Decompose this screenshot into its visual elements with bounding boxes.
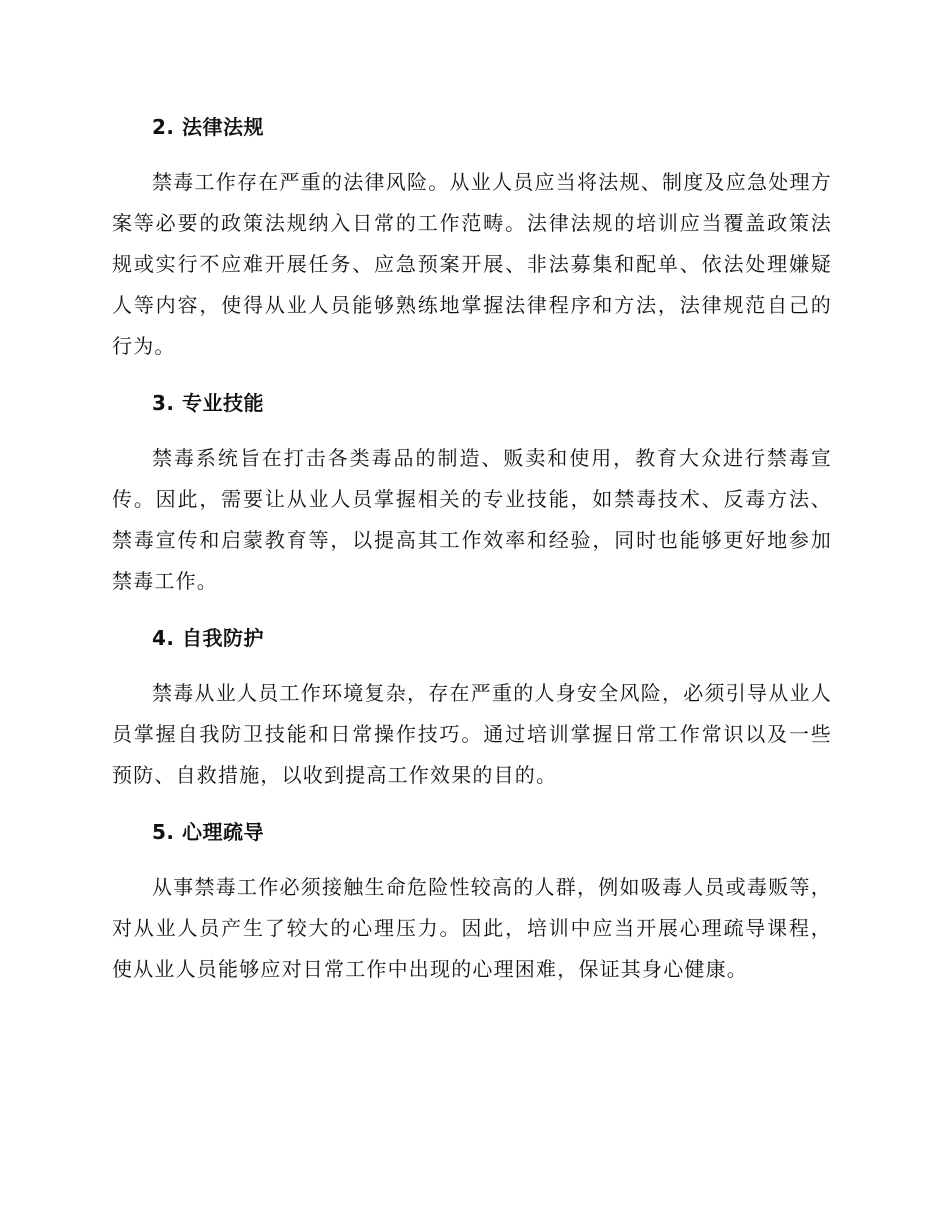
section-self-protection (112, 623, 832, 796)
section-heading: 2. 法律法规 (152, 115, 264, 139)
section-heading: 3. 专业技能 (152, 391, 264, 415)
section-psychological-counseling (112, 817, 832, 990)
section-paragraph: 禁毒工作存在严重的法律风险。从业人员应当将法规、制度及应急处理方案等必要的政策法规纳入日常的工作范畴。法律法规的培训应当覆盖政策法规或实行不应难开展任务、应急预案开展、非法募集和配单、依法处理嫌疑人等内容，使得从业人员能够熟练地掌握法律程序和方法，法律规范自己的行为。 (112, 170, 832, 358)
section-paragraph: 禁毒从业人员工作环境复杂，存在严重的人身安全风险，必须引导从业人员掌握自我防卫技能和日常操作技巧。通过培训掌握日常工作常识以及一些预防、自救措施，以收到提高工作效果的目的。 (112, 681, 832, 787)
section-paragraph: 从事禁毒工作必须接触生命危险性较高的人群，例如吸毒人员或毒贩等，对从业人员产生了较大的心理压力。因此，培训中应当开展心理疏导课程，使从业人员能够应对日常工作中出现的心理困难，保证其身心健康。 (112, 875, 832, 981)
document-page (112, 112, 832, 1011)
section-legal-regulations (112, 112, 832, 367)
section-professional-skills (112, 388, 832, 602)
section-heading: 4. 自我防护 (152, 626, 264, 650)
section-heading: 5. 心理疏导 (152, 820, 264, 844)
section-paragraph: 禁毒系统旨在打击各类毒品的制造、贩卖和使用，教育大众进行禁毒宣传。因此，需要让从业人员掌握相关的专业技能，如禁毒技术、反毒方法、禁毒宣传和启蒙教育等，以提高其工作效率和经验，同时也能够更好地参加禁毒工作。 (112, 446, 832, 593)
